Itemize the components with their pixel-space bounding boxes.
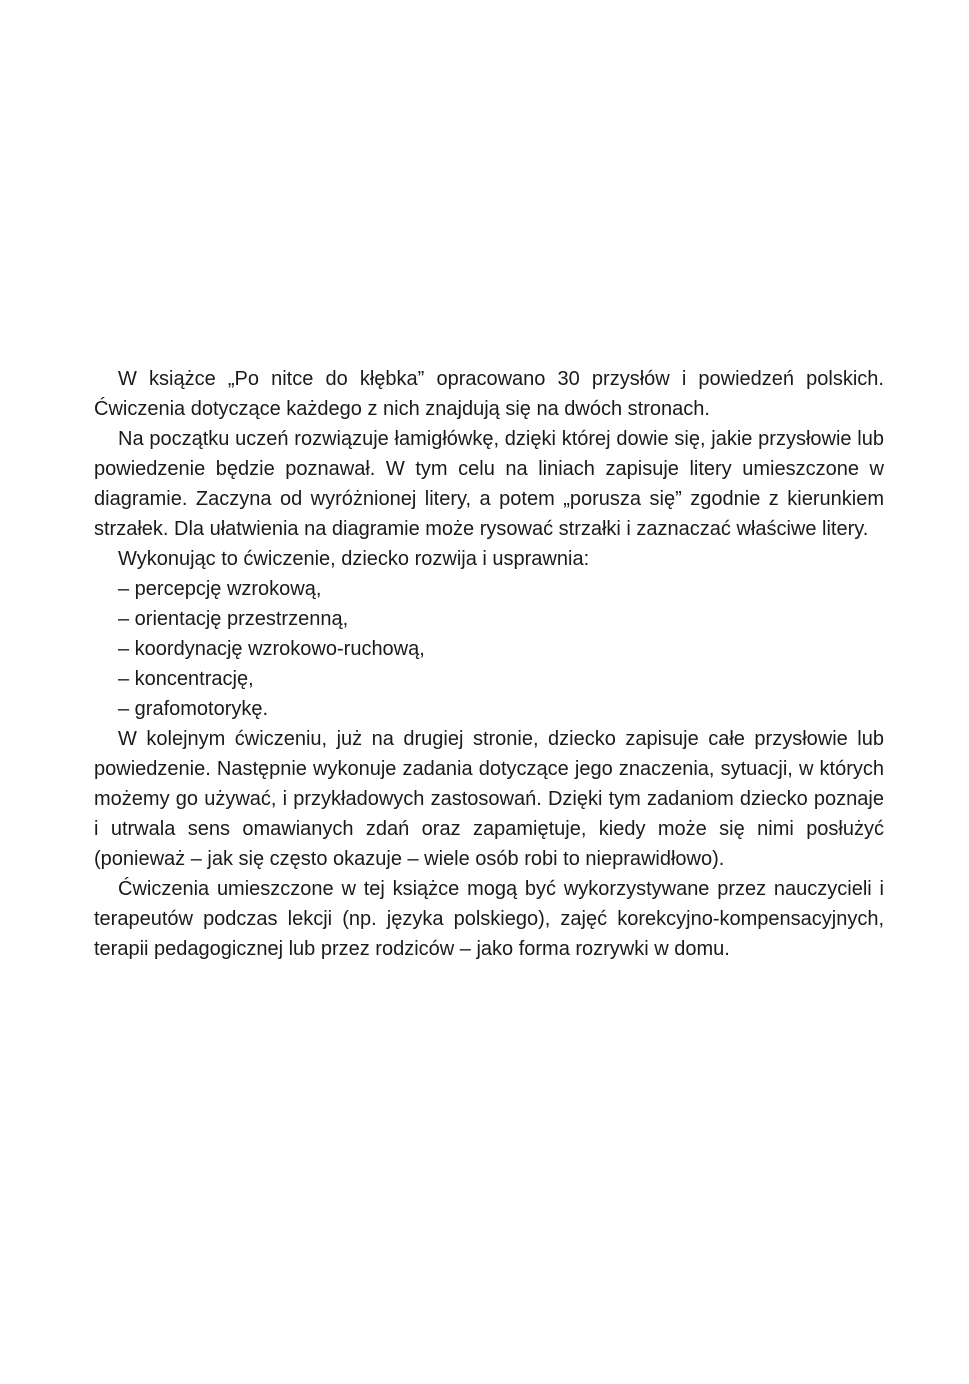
skills-list <box>94 574 884 724</box>
paragraph-usage: Ćwiczenia umieszczone w tej książce mogą być wykorzystywane przez nauczycieli i terapeutów podczas lekcji (np. języka polskiego), zajęć korekcyjno-kompensacyjnych, terapii pedagogicznej lub przez rodziców – jako forma rozrywki w domu. <box>94 878 884 960</box>
paragraph-skills-lead: Wykonując to ćwiczenie, dziecko rozwija i usprawnia: <box>118 548 590 570</box>
list-item: – percepcję wzrokową, <box>118 578 322 600</box>
list-item: – koordynację wzrokowo-ruchową, <box>118 638 425 660</box>
intro-text <box>94 364 884 964</box>
paragraph-puzzle: Na początku uczeń rozwiązuje łamigłówkę, dzięki której dowie się, jakie przysłowie lub powiedzenie będzie poznawał. W tym celu na liniach zapisuje litery umieszczone w diagramie. Zaczyna od wyróżnionej litery, a potem „porusza się” zgodnie z kierunkiem strzałek. Dla ułatwienia na diagramie może rysować strzałki i zaznaczać właściwe litery. <box>94 428 884 540</box>
list-item: – orientację przestrzenną, <box>118 608 349 630</box>
paragraph-intro: W książce „Po nitce do kłębka” opracowano 30 przysłów i powiedzeń polskich. Ćwiczenia dotyczące każdego z nich znajdują się na dwóch stronach. <box>94 368 884 420</box>
list-item: – koncentrację, <box>118 668 254 690</box>
list-item: – grafomotorykę. <box>118 698 269 720</box>
paragraph-second-exercise: W kolejnym ćwiczeniu, już na drugiej stronie, dziecko zapisuje całe przysłowie lub powiedzenie. Następnie wykonuje zadania dotyczące jego znaczenia, sytuacji, w których możemy go używać, i przykładowych zastosowań. Dzięki tym zadaniom dziecko poznaje i utrwala sens omawianych zdań oraz zapamiętuje, kiedy może się nimi posłużyć (ponieważ – jak się często okazuje – wiele osób robi to nieprawidłowo). <box>94 728 884 870</box>
